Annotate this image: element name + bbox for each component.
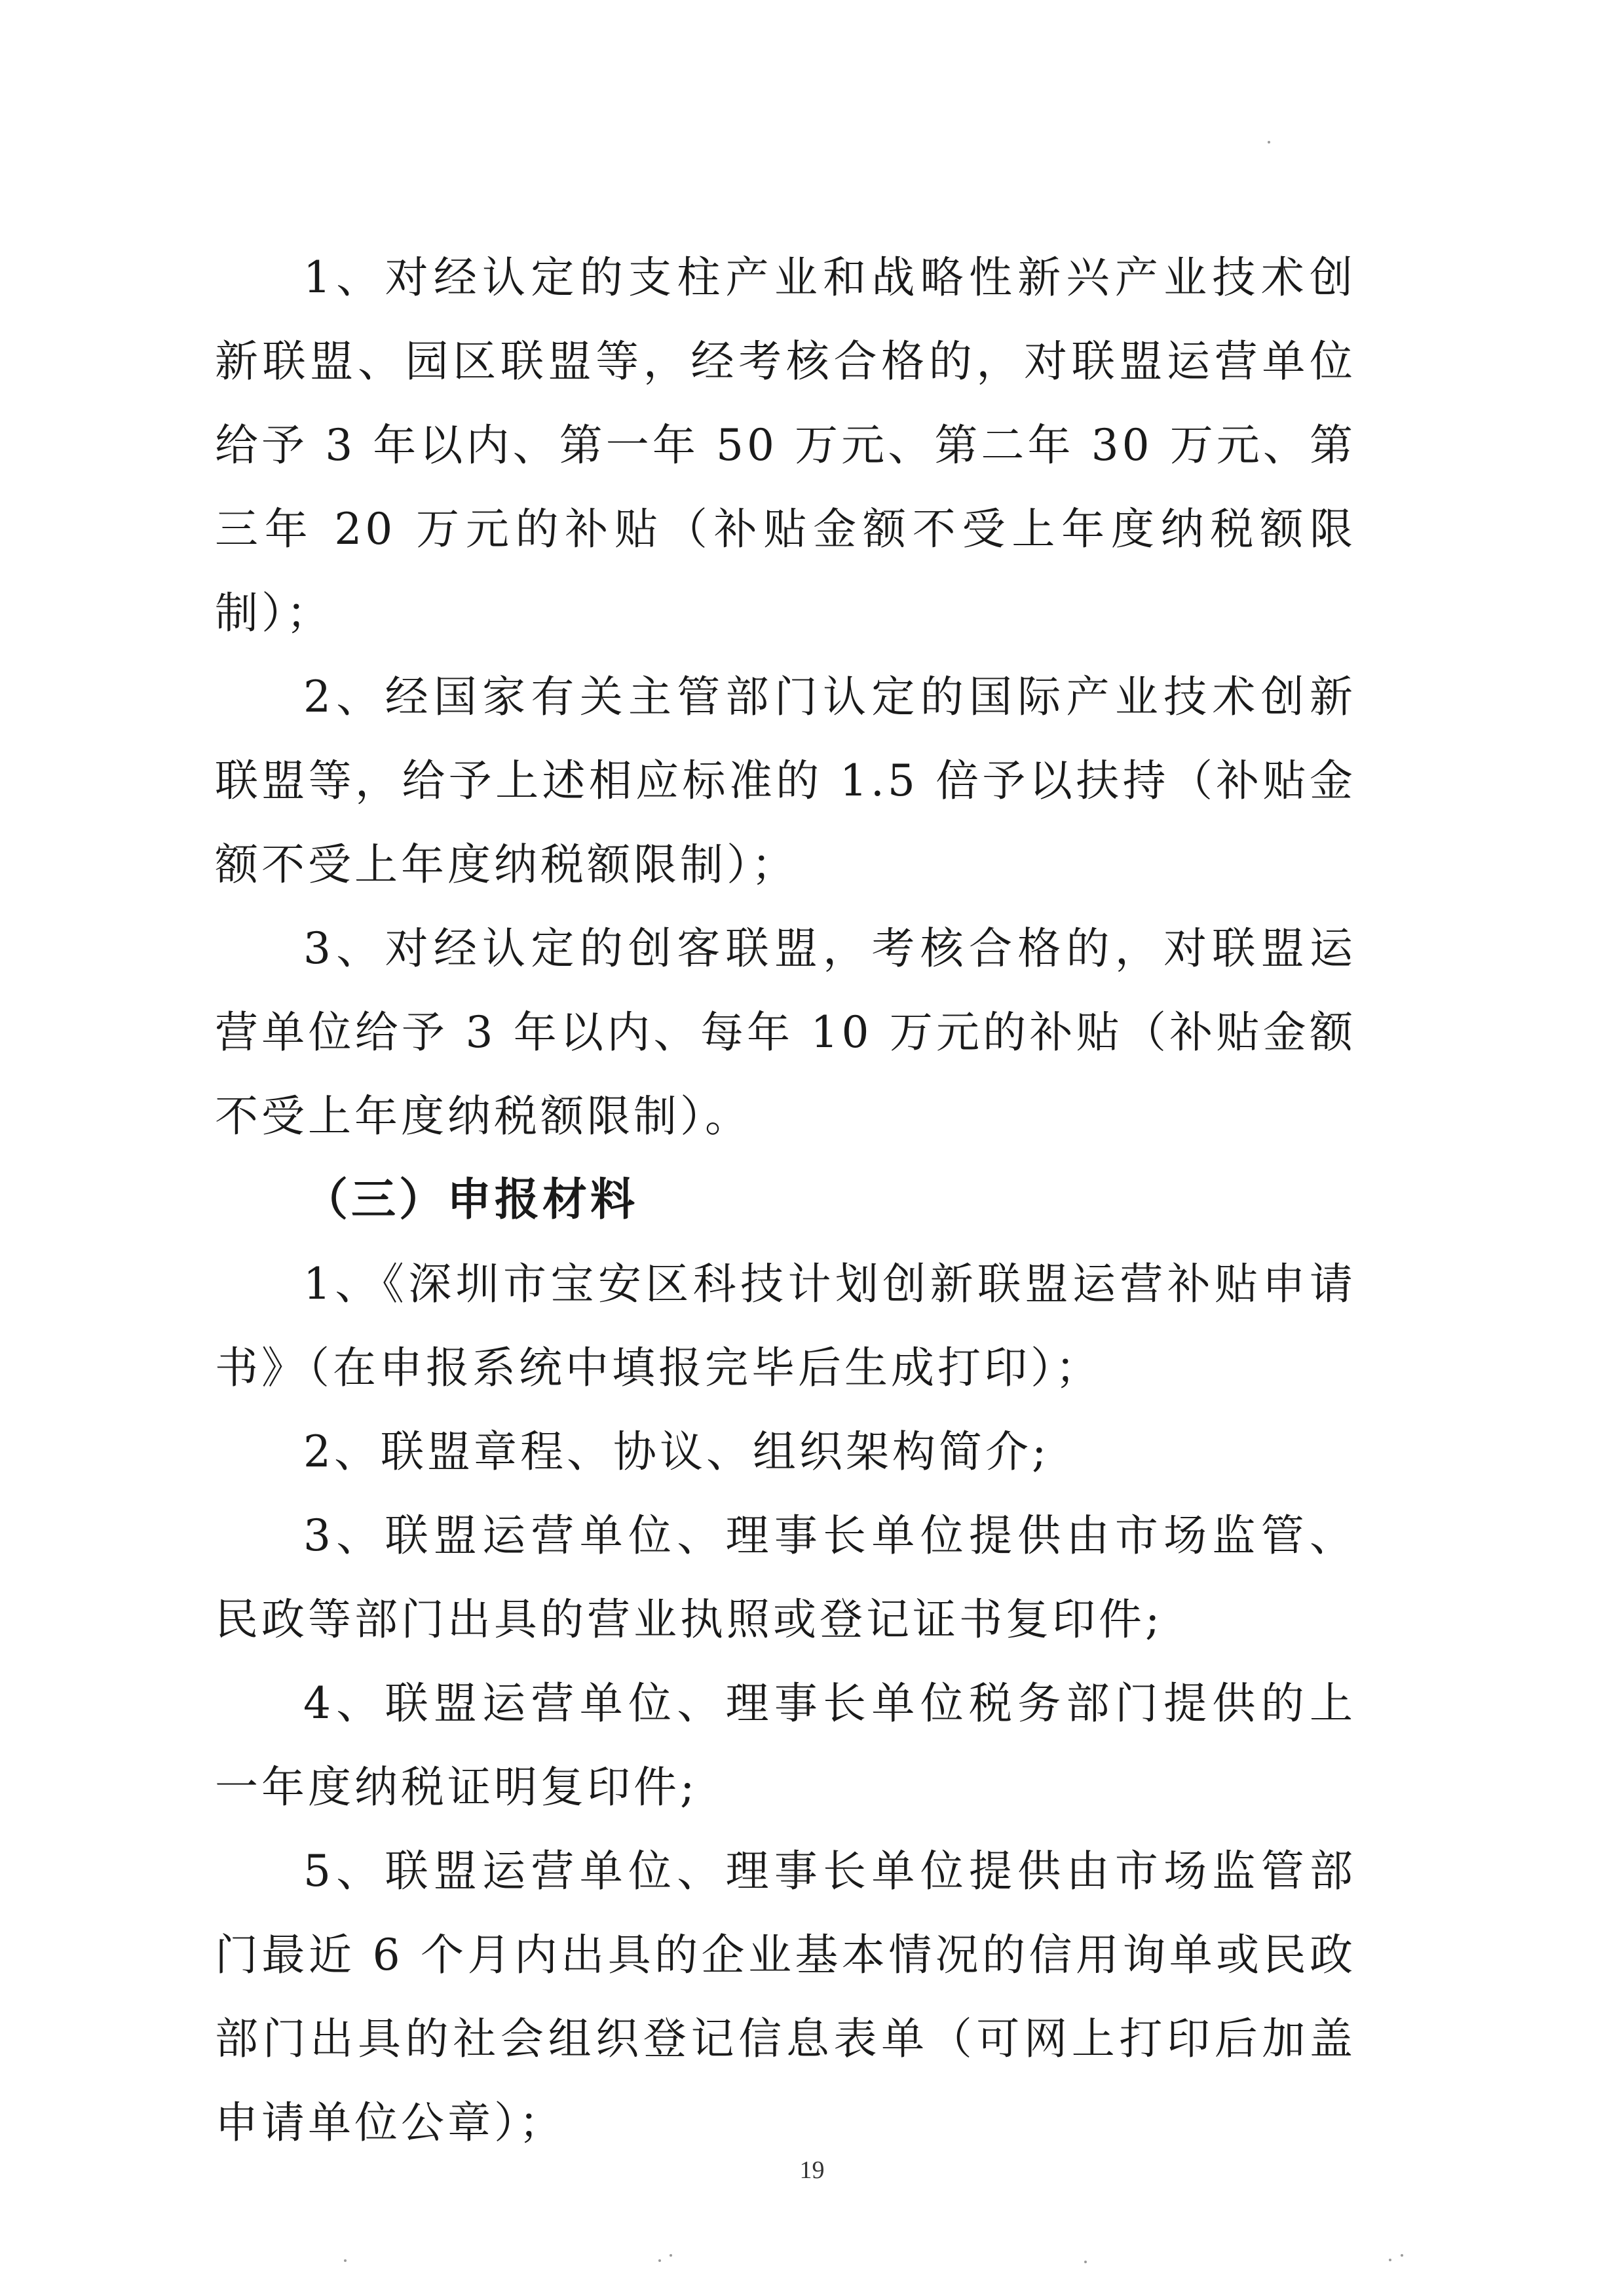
subsidy-item-1: 1、对经认定的支柱产业和战略性新兴产业技术创新联盟、园区联盟等，经考核合格的，对联盟运营单位给予 3 年以内、第一年 50 万元、第二年 30 万元、第三年 20 万元的补贴（补贴金额不受上年度纳税额限制）； bbox=[215, 252, 1356, 638]
scan-speck bbox=[1084, 2261, 1087, 2263]
scan-speck bbox=[1401, 2254, 1403, 2257]
subsidy-item-3: 3、对经认定的创客联盟，考核合格的，对联盟运营单位给予 3 年以内、每年 10 万元的补贴（补贴金额不受上年度纳税额限制）。 bbox=[215, 923, 1356, 1141]
material-item-5: 5、联盟运营单位、理事长单位提供由市场监管部门最近 6 个月内出具的企业基本情况的信用询单或民政部门出具的社会组织登记信息表单（可网上打印后加盖申请单位公章）； bbox=[215, 1846, 1356, 2148]
scan-speck bbox=[670, 2254, 672, 2257]
scan-speck bbox=[344, 2259, 347, 2262]
subsidy-item-2: 2、经国家有关主管部门认定的国际产业技术创新联盟等，给予上述相应标准的 1.5 倍予以扶持（补贴金额不受上年度纳税额限制）； bbox=[215, 672, 1356, 890]
page-number: 19 bbox=[799, 2156, 825, 2184]
scan-speck bbox=[1389, 2259, 1391, 2261]
material-item-1: 1、《深圳市宝安区科技计划创新联盟运营补贴申请书》（在申报系统中填报完毕后生成打印）； bbox=[215, 1259, 1356, 1393]
scan-speck bbox=[658, 2259, 661, 2262]
scan-speck bbox=[1268, 141, 1270, 144]
material-item-4: 4、联盟运营单位、理事长单位税务部门提供的上一年度纳税证明复印件; bbox=[215, 1678, 1356, 1812]
material-item-2: 2、联盟章程、协议、组织架构简介; bbox=[303, 1426, 1050, 1477]
document-body bbox=[215, 236, 1356, 2165]
section-heading: （三）申报材料 bbox=[303, 1174, 639, 1226]
material-item-3: 3、联盟运营单位、理事长单位提供由市场监管、民政等部门出具的营业执照或登记证书复印件; bbox=[215, 1510, 1356, 1645]
